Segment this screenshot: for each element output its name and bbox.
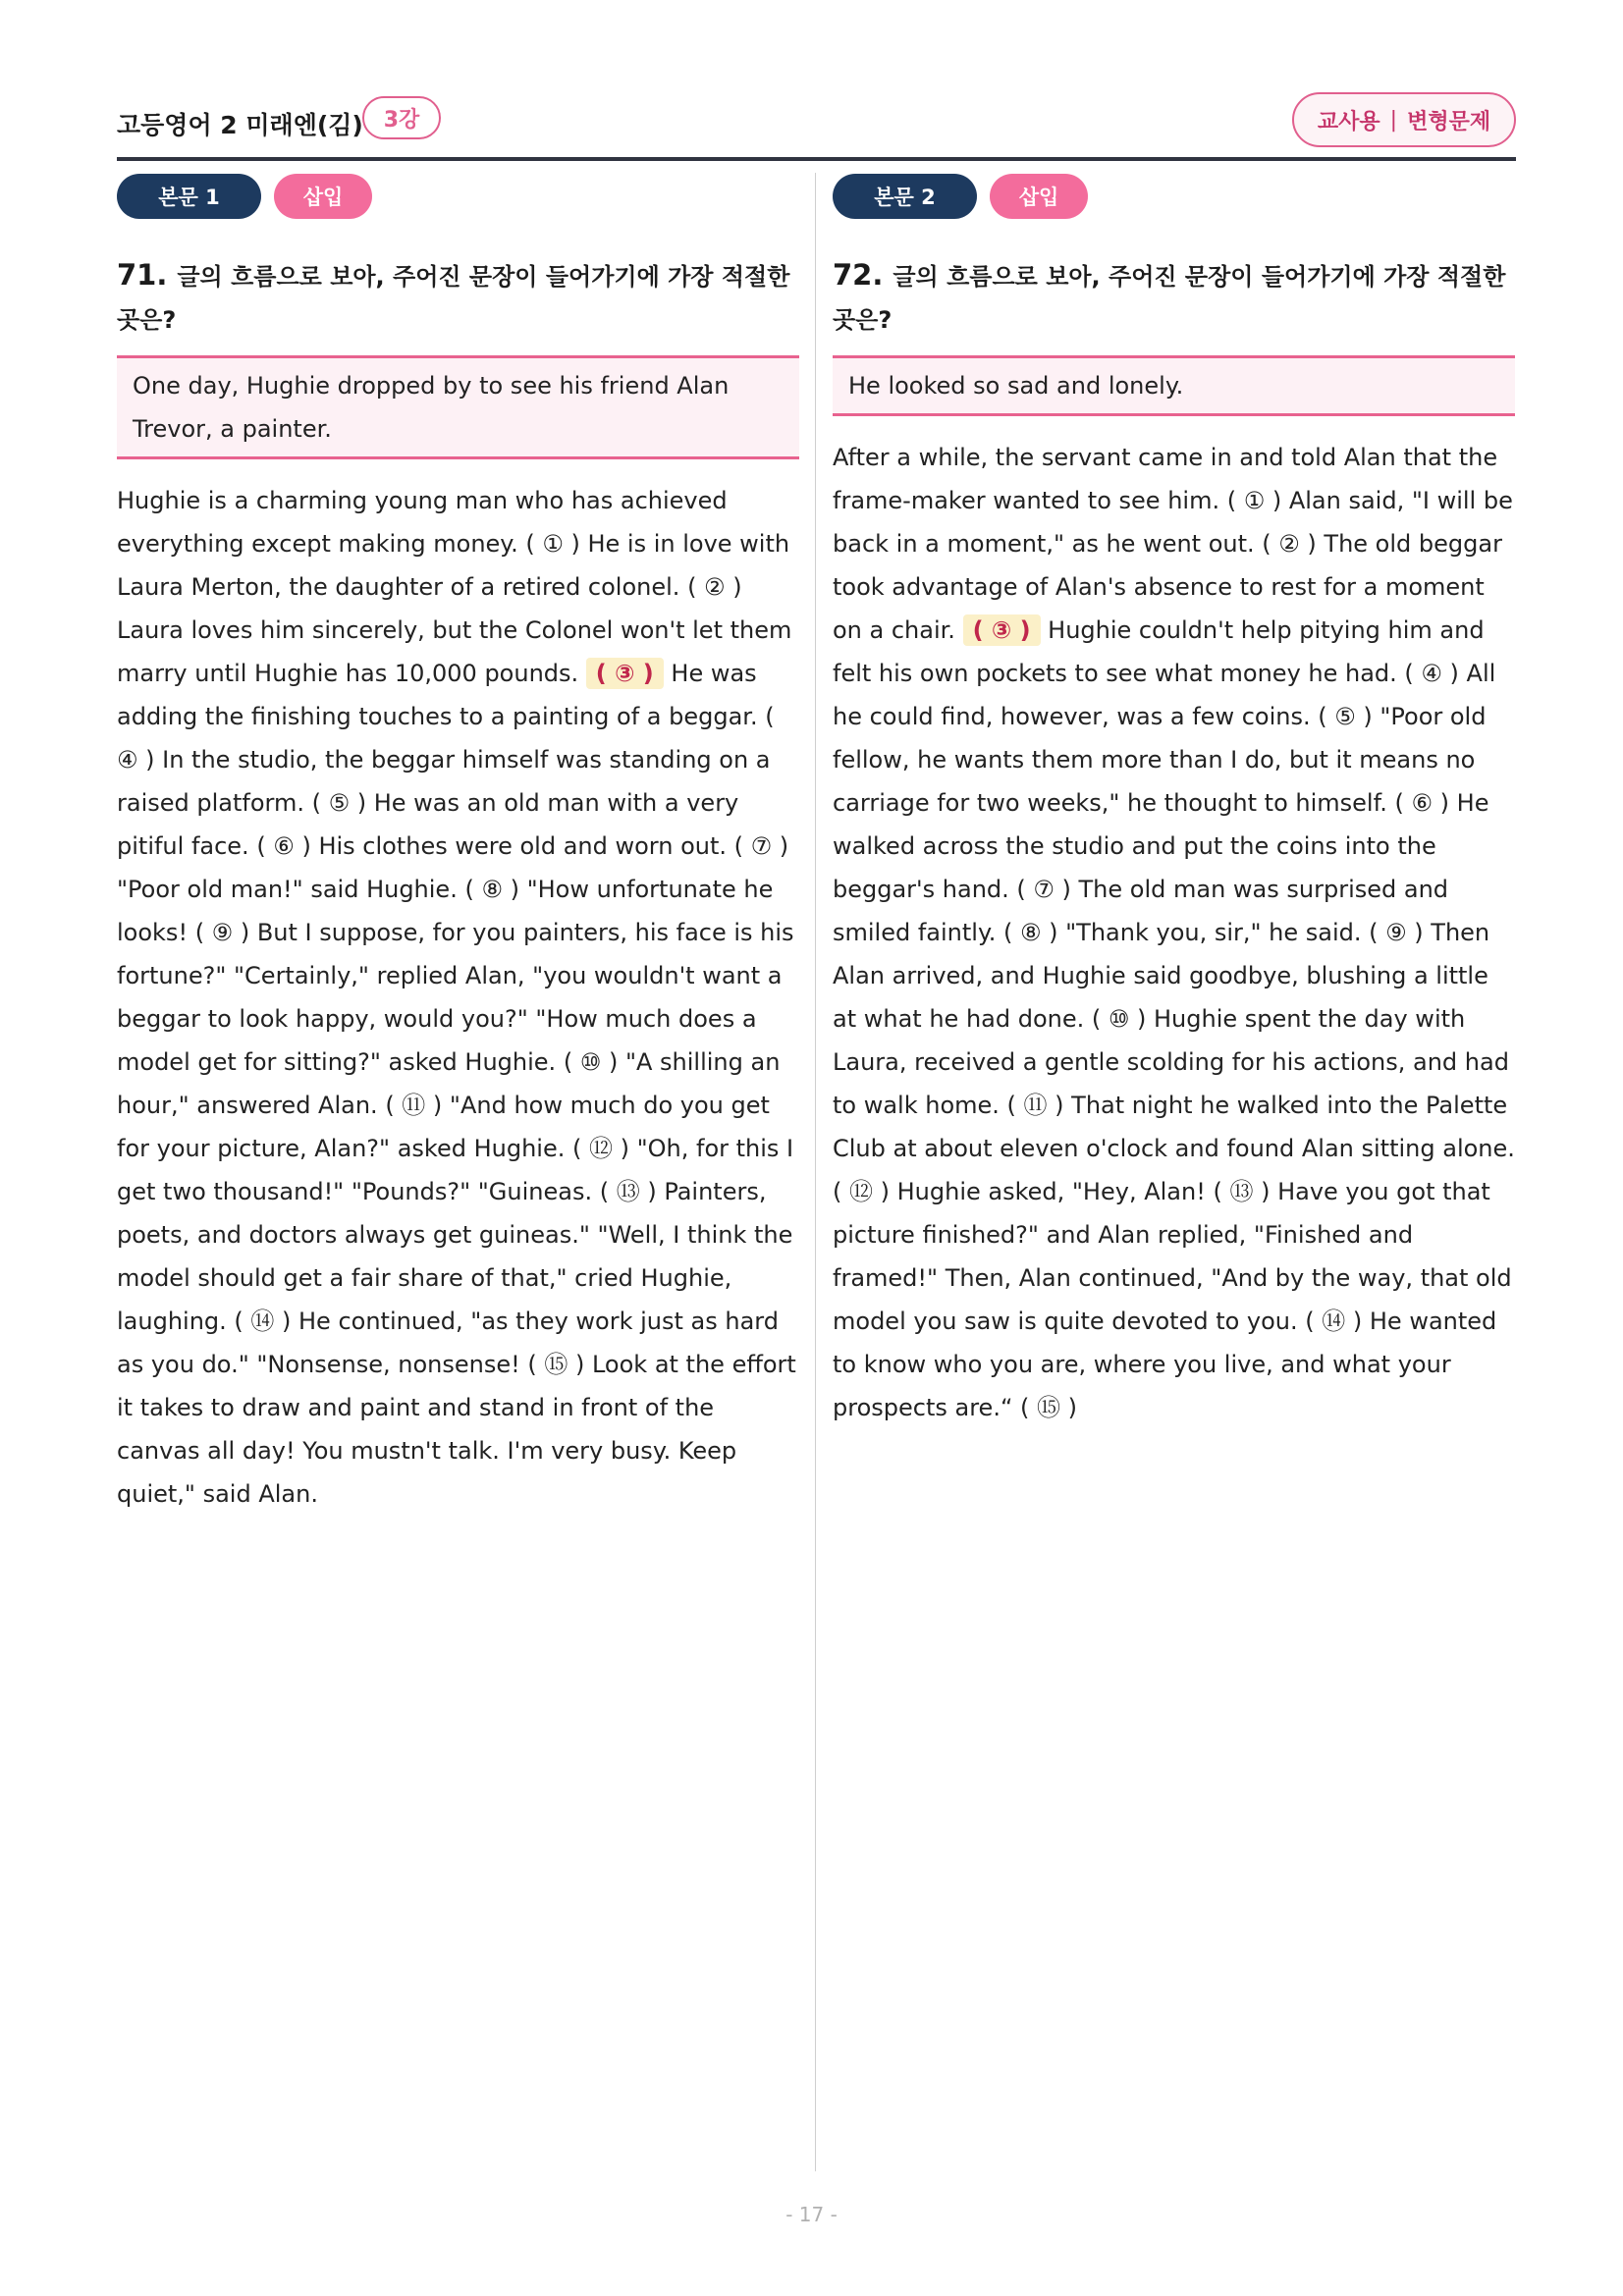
passage-tag: 본문 1 [117, 174, 261, 219]
given-sentence-box [833, 355, 1515, 416]
passage [833, 436, 1515, 1429]
given-sentence-box [117, 355, 799, 459]
passage-text-before: After a while, the servant came in and told Alan that the frame-maker wanted to see him. ( ① ) Alan said, "I will be back in a moment," as he went out. ( ② ) The old beggar took advantage of Alan's absence to rest for a moment on a chair. [833, 444, 1513, 644]
page-number: - 17 - [785, 2203, 838, 2226]
question-text: 글의 흐름으로 보아, 주어진 문장이 들어가기에 가장 적절한 곳은? [833, 263, 1506, 334]
question-type-label: 변형문제 [1407, 109, 1491, 134]
lesson-badge: 3강 [362, 96, 441, 139]
header-divider [117, 157, 1516, 161]
given-sentence: He looked so sad and lonely. [848, 372, 1184, 400]
question-prompt [117, 253, 799, 342]
answer-marker: ( ③ ) [586, 658, 664, 689]
given-sentence: One day, Hughie dropped by to see his friend Alan Trevor, a painter. [133, 372, 730, 443]
question-type-tag: 삽입 [990, 174, 1088, 219]
answer-marker: ( ③ ) [963, 614, 1041, 646]
question-column-left [117, 173, 799, 1516]
book-title: 고등영어 2 미래엔(김) [117, 111, 363, 139]
teacher-version-badge [1292, 92, 1516, 147]
passage-text-after: He was adding the finishing touches to a painting of a beggar. ( ④ ) In the studio, the beggar himself was standing on a raised platform. ( ⑤ ) He was an old man with a very pitiful face. ( ⑥ ) His clothes were old and worn out. ( ⑦ ) "Poor old man!" said Hughie. ( ⑧ ) "How unfortunate he looks! ( ⑨ ) But I suppose, for you painters, his face is his fortune?" "Certainly," replied Alan, "you wouldn't want a beggar to look happy, would you?" "How much does a model get for sitting?" asked Hughie. ( ⑩ ) "A shilling an hour," answered Alan. ( ⑪ ) "And how much do you get for your picture, Alan?" asked Hughie. ( ⑫ ) "Oh, for this I get two thousand!" "Pounds?" "Guineas. ( ⑬ ) Painters, poets, and doctors always get guineas." "Well, I think the model should get a fair share of that," cried Hughie, laughing. ( ⑭ ) He continued, "as they work just as hard as you do." "Nonsense, nonsense! ( ⑮ ) Look at the effort it takes to draw and paint and stand in front of the canvas all day! You mustn't talk. I'm very busy. Keep quiet," said Alan. [117, 660, 796, 1508]
page-header [117, 96, 1516, 157]
teacher-label: 교사용 [1317, 109, 1380, 134]
column-divider [815, 173, 816, 2171]
badge-separator: | [1389, 107, 1398, 133]
passage-text-before: Hughie is a charming young man who has achieved everything except making money. ( ① ) He is in love with Laura Merton, the daughter of a retired colonel. ( ② ) Laura loves him sincerely, but the Colonel won't let them marry until Hughie has 10,000 pounds. [117, 487, 792, 687]
question-text: 글의 흐름으로 보아, 주어진 문장이 들어가기에 가장 적절한 곳은? [117, 263, 790, 334]
question-number: 71. [117, 258, 168, 292]
passage [117, 479, 799, 1516]
question-column-right [833, 173, 1515, 1429]
question-type-tag: 삽입 [274, 174, 372, 219]
question-prompt [833, 253, 1515, 342]
question-number: 72. [833, 258, 884, 292]
question-tags [833, 173, 1515, 222]
passage-tag: 본문 2 [833, 174, 977, 219]
question-tags [117, 173, 799, 222]
passage-text-after: Hughie couldn't help pitying him and felt his own pockets to see what money he had. ( ④ ) All he could find, however, was a few coins. ( ⑤ ) "Poor old fellow, he wants them more than I do, but it means no carriage for two weeks," he thought to himself. ( ⑥ ) He walked across the studio and put the coins into the beggar's hand. ( ⑦ ) The old man was surprised and smiled faintly. ( ⑧ ) "Thank you, sir," he said. ( ⑨ ) Then Alan arrived, and Hughie said goodbye, blushing a little at what he had done. ( ⑩ ) Hughie spent the day with Laura, received a gentle scolding for his actions, and had to walk home. ( ⑪ ) That night he walked into the Palette Club at about eleven o'clock and found Alan sitting alone. ( ⑫ ) Hughie asked, "Hey, Alan! ( ⑬ ) Have you got that picture finished?" and Alan replied, "Finished and framed!" Then, Alan continued, "And by the way, that old model you saw is quite devoted to you. ( ⑭ ) He wanted to know who you are, where you live, and what your prospects are.“ ( ⑮ ) [833, 616, 1515, 1421]
